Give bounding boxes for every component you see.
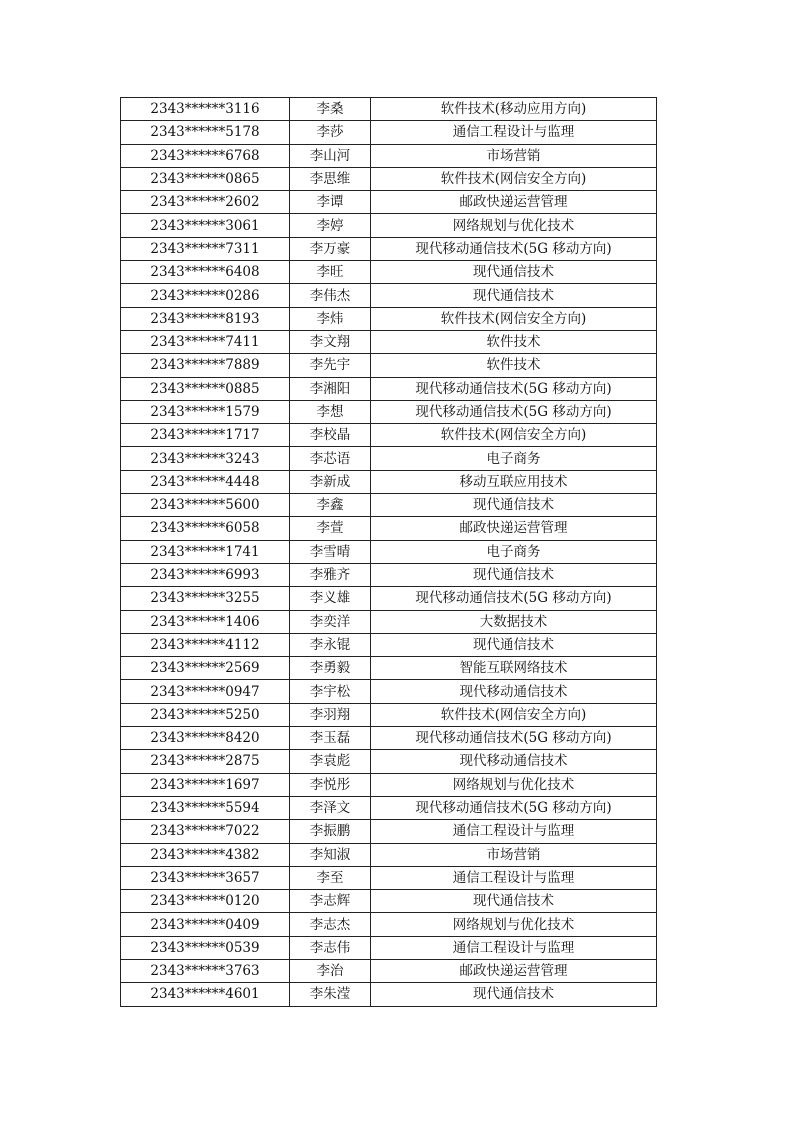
table-row — [121, 447, 657, 470]
major-cell: 现代通信技术 — [371, 983, 657, 1006]
major-cell: 现代移动通信技术(5G 移动方向) — [371, 400, 657, 423]
major-cell: 电子商务 — [371, 447, 657, 470]
student-name-cell: 李桑 — [290, 98, 371, 121]
student-name-cell: 李想 — [290, 400, 371, 423]
table-row — [121, 563, 657, 586]
table-row — [121, 750, 657, 773]
table-row — [121, 633, 657, 656]
student-id-cell: 2343******5600 — [121, 494, 290, 517]
student-name-cell: 李伟杰 — [290, 284, 371, 307]
student-id-cell: 2343******3061 — [121, 214, 290, 237]
student-name-cell: 李泽文 — [290, 796, 371, 819]
major-cell: 网络规划与优化技术 — [371, 773, 657, 796]
student-id-cell: 2343******2602 — [121, 191, 290, 214]
major-cell: 现代移动通信技术(5G 移动方向) — [371, 587, 657, 610]
student-id-cell: 2343******0409 — [121, 913, 290, 936]
student-roster-table — [120, 97, 657, 1007]
major-cell: 通信工程设计与监理 — [371, 936, 657, 959]
student-id-cell: 2343******6058 — [121, 517, 290, 540]
student-name-cell: 李萱 — [290, 517, 371, 540]
student-name-cell: 李旺 — [290, 261, 371, 284]
student-id-cell: 2343******4382 — [121, 843, 290, 866]
table-row — [121, 400, 657, 423]
table-row — [121, 424, 657, 447]
major-cell: 现代通信技术 — [371, 284, 657, 307]
table-row — [121, 330, 657, 353]
major-cell: 移动互联应用技术 — [371, 470, 657, 493]
major-cell: 软件技术(网信安全方向) — [371, 167, 657, 190]
major-cell: 现代移动通信技术(5G 移动方向) — [371, 377, 657, 400]
major-cell: 现代通信技术 — [371, 494, 657, 517]
major-cell: 软件技术(网信安全方向) — [371, 307, 657, 330]
table-row — [121, 657, 657, 680]
table-row — [121, 843, 657, 866]
student-name-cell: 李志辉 — [290, 890, 371, 913]
roster-body — [121, 98, 657, 1007]
student-id-cell: 2343******0947 — [121, 680, 290, 703]
table-row — [121, 959, 657, 982]
major-cell: 网络规划与优化技术 — [371, 913, 657, 936]
student-name-cell: 李至 — [290, 866, 371, 889]
table-row — [121, 983, 657, 1006]
table-row — [121, 167, 657, 190]
table-row — [121, 773, 657, 796]
student-name-cell: 李莎 — [290, 121, 371, 144]
major-cell: 现代移动通信技术(5G 移动方向) — [371, 796, 657, 819]
table-row — [121, 121, 657, 144]
student-name-cell: 李振鹏 — [290, 820, 371, 843]
table-row — [121, 866, 657, 889]
student-id-cell: 2343******5250 — [121, 703, 290, 726]
student-name-cell: 李思维 — [290, 167, 371, 190]
table-row — [121, 307, 657, 330]
student-name-cell: 李雪晴 — [290, 540, 371, 563]
student-name-cell: 李义雄 — [290, 587, 371, 610]
student-id-cell: 2343******0885 — [121, 377, 290, 400]
table-row — [121, 587, 657, 610]
table-row — [121, 540, 657, 563]
table-row — [121, 144, 657, 167]
table-row — [121, 237, 657, 260]
student-id-cell: 2343******8193 — [121, 307, 290, 330]
student-name-cell: 李谭 — [290, 191, 371, 214]
student-name-cell: 李婷 — [290, 214, 371, 237]
student-id-cell: 2343******7022 — [121, 820, 290, 843]
table-row — [121, 191, 657, 214]
major-cell: 通信工程设计与监理 — [371, 866, 657, 889]
table-row — [121, 517, 657, 540]
major-cell: 邮政快递运营管理 — [371, 959, 657, 982]
student-id-cell: 2343******3116 — [121, 98, 290, 121]
student-id-cell: 2343******6768 — [121, 144, 290, 167]
major-cell: 现代移动通信技术 — [371, 680, 657, 703]
student-name-cell: 李志伟 — [290, 936, 371, 959]
major-cell: 现代移动通信技术(5G 移动方向) — [371, 237, 657, 260]
student-name-cell: 李文翔 — [290, 330, 371, 353]
student-id-cell: 2343******6993 — [121, 563, 290, 586]
table-row — [121, 284, 657, 307]
student-id-cell: 2343******3763 — [121, 959, 290, 982]
student-name-cell: 李鑫 — [290, 494, 371, 517]
student-id-cell: 2343******7311 — [121, 237, 290, 260]
student-id-cell: 2343******1741 — [121, 540, 290, 563]
student-name-cell: 李新成 — [290, 470, 371, 493]
student-name-cell: 李朱滢 — [290, 983, 371, 1006]
student-name-cell: 李先宇 — [290, 354, 371, 377]
student-id-cell: 2343******4448 — [121, 470, 290, 493]
student-id-cell: 2343******5594 — [121, 796, 290, 819]
student-id-cell: 2343******0286 — [121, 284, 290, 307]
major-cell: 通信工程设计与监理 — [371, 121, 657, 144]
student-id-cell: 2343******5178 — [121, 121, 290, 144]
major-cell: 邮政快递运营管理 — [371, 191, 657, 214]
major-cell: 软件技术(移动应用方向) — [371, 98, 657, 121]
table-row — [121, 470, 657, 493]
major-cell: 软件技术(网信安全方向) — [371, 424, 657, 447]
student-name-cell: 李山河 — [290, 144, 371, 167]
student-id-cell: 2343******3255 — [121, 587, 290, 610]
student-id-cell: 2343******0539 — [121, 936, 290, 959]
major-cell: 现代通信技术 — [371, 563, 657, 586]
student-id-cell: 2343******0120 — [121, 890, 290, 913]
student-name-cell: 李芯语 — [290, 447, 371, 470]
student-name-cell: 李炜 — [290, 307, 371, 330]
major-cell: 网络规划与优化技术 — [371, 214, 657, 237]
table-row — [121, 494, 657, 517]
table-row — [121, 377, 657, 400]
table-row — [121, 354, 657, 377]
major-cell: 通信工程设计与监理 — [371, 820, 657, 843]
student-id-cell: 2343******8420 — [121, 727, 290, 750]
student-name-cell: 李志杰 — [290, 913, 371, 936]
major-cell: 市场营销 — [371, 144, 657, 167]
table-row — [121, 796, 657, 819]
table-row — [121, 913, 657, 936]
student-name-cell: 李勇毅 — [290, 657, 371, 680]
table-row — [121, 936, 657, 959]
table-row — [121, 890, 657, 913]
major-cell: 现代通信技术 — [371, 633, 657, 656]
student-id-cell: 2343******7411 — [121, 330, 290, 353]
major-cell: 软件技术 — [371, 330, 657, 353]
student-id-cell: 2343******1406 — [121, 610, 290, 633]
student-id-cell: 2343******1717 — [121, 424, 290, 447]
table-row — [121, 680, 657, 703]
major-cell: 电子商务 — [371, 540, 657, 563]
table-row — [121, 214, 657, 237]
table-row — [121, 610, 657, 633]
major-cell: 现代移动通信技术(5G 移动方向) — [371, 727, 657, 750]
major-cell: 现代移动通信技术 — [371, 750, 657, 773]
student-id-cell: 2343******6408 — [121, 261, 290, 284]
student-name-cell: 李校晶 — [290, 424, 371, 447]
student-name-cell: 李治 — [290, 959, 371, 982]
student-id-cell: 2343******7889 — [121, 354, 290, 377]
student-id-cell: 2343******0865 — [121, 167, 290, 190]
student-id-cell: 2343******2875 — [121, 750, 290, 773]
major-cell: 现代通信技术 — [371, 890, 657, 913]
table-row — [121, 820, 657, 843]
major-cell: 现代通信技术 — [371, 261, 657, 284]
student-name-cell: 李羽翔 — [290, 703, 371, 726]
student-name-cell: 李悦彤 — [290, 773, 371, 796]
table-row — [121, 98, 657, 121]
major-cell: 邮政快递运营管理 — [371, 517, 657, 540]
student-id-cell: 2343******2569 — [121, 657, 290, 680]
table-row — [121, 727, 657, 750]
student-id-cell: 2343******4601 — [121, 983, 290, 1006]
table-row — [121, 703, 657, 726]
major-cell: 软件技术(网信安全方向) — [371, 703, 657, 726]
table-row — [121, 261, 657, 284]
student-id-cell: 2343******3243 — [121, 447, 290, 470]
major-cell: 智能互联网络技术 — [371, 657, 657, 680]
student-name-cell: 李袁彪 — [290, 750, 371, 773]
student-name-cell: 李玉磊 — [290, 727, 371, 750]
student-id-cell: 2343******3657 — [121, 866, 290, 889]
student-name-cell: 李宇松 — [290, 680, 371, 703]
student-name-cell: 李知淑 — [290, 843, 371, 866]
student-name-cell: 李奕洋 — [290, 610, 371, 633]
student-id-cell: 2343******1579 — [121, 400, 290, 423]
major-cell: 大数据技术 — [371, 610, 657, 633]
student-name-cell: 李湘阳 — [290, 377, 371, 400]
major-cell: 软件技术 — [371, 354, 657, 377]
student-id-cell: 2343******1697 — [121, 773, 290, 796]
student-name-cell: 李雅齐 — [290, 563, 371, 586]
student-id-cell: 2343******4112 — [121, 633, 290, 656]
student-name-cell: 李永锟 — [290, 633, 371, 656]
major-cell: 市场营销 — [371, 843, 657, 866]
student-name-cell: 李万豪 — [290, 237, 371, 260]
